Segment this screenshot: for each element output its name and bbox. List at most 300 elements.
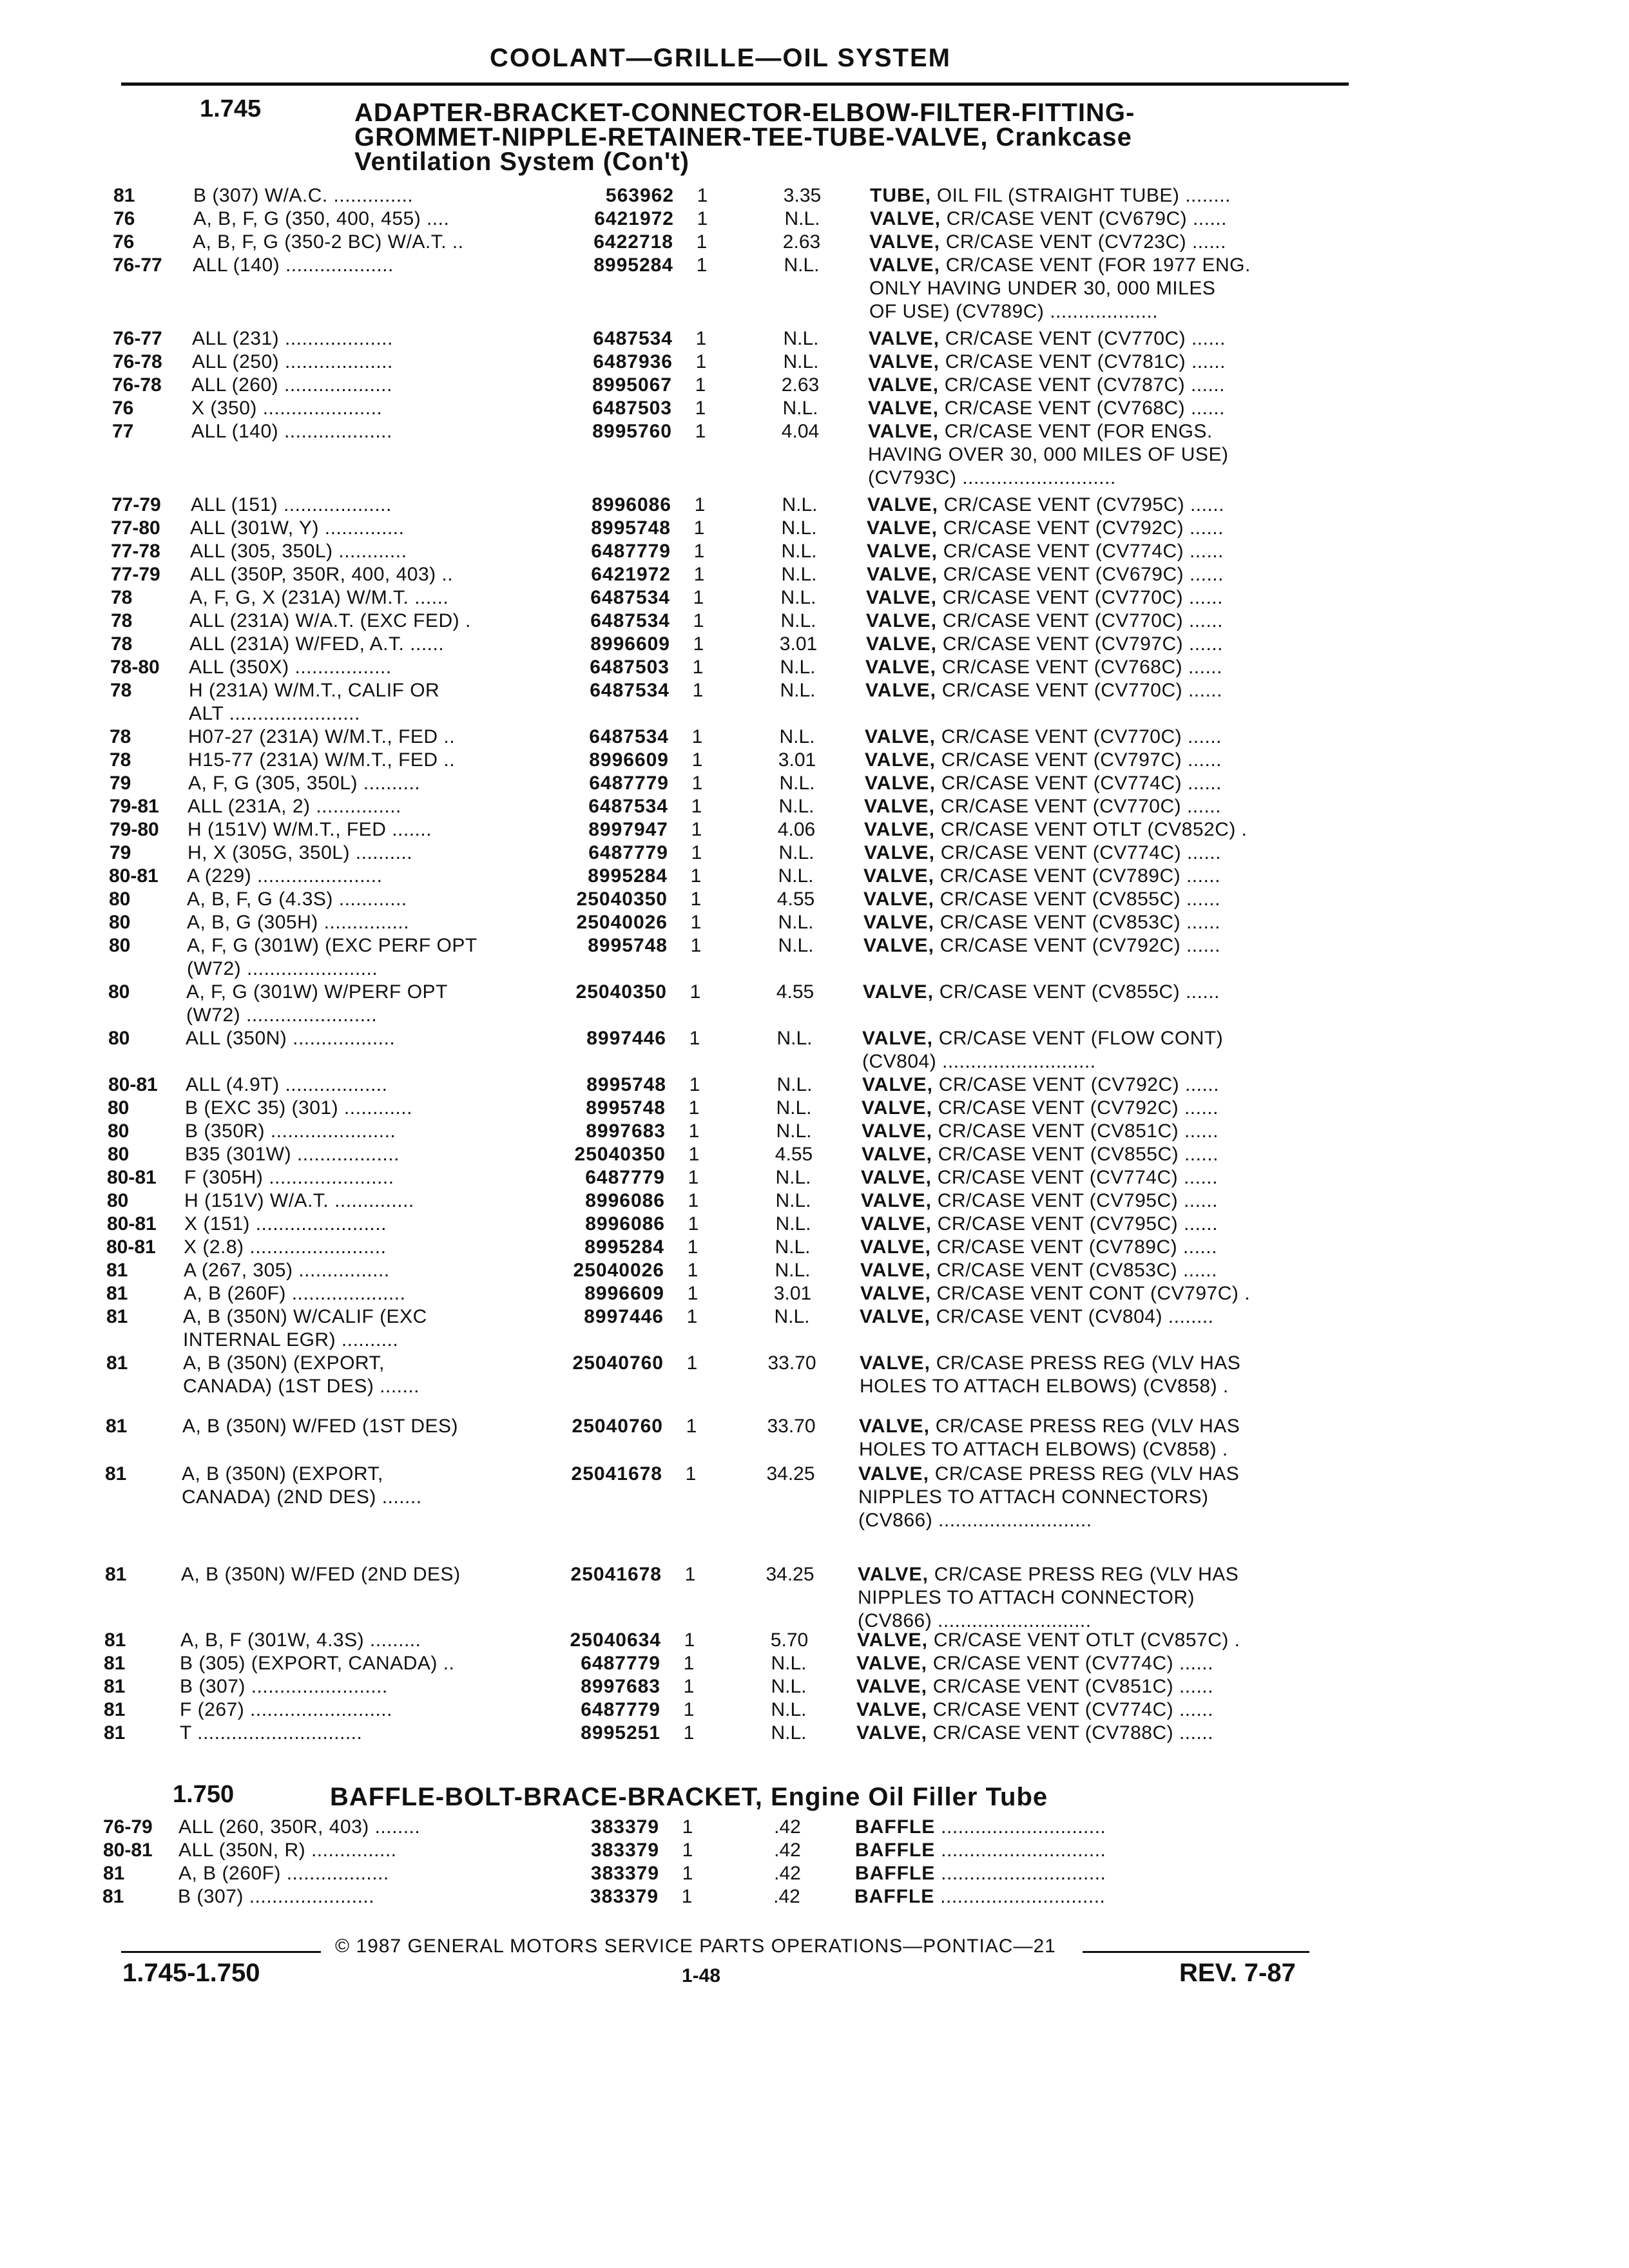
description-keyword: VALVE, (860, 1306, 930, 1327)
model-years: 77-78 (111, 541, 160, 562)
part-number: 8995251 (581, 1722, 660, 1744)
description-text: CR/CASE VENT (FOR ENGS. HAVING OVER 30, 000 MILES OF USE) (CV793C) ........................... (868, 421, 1229, 488)
description (869, 351, 1358, 374)
part-number: 6487779 (585, 1167, 665, 1188)
description (860, 1236, 1350, 1259)
price: N.L. (771, 1699, 807, 1720)
part-number: 6421972 (591, 564, 671, 585)
description (863, 865, 1353, 888)
description-keyword: VALVE, (865, 726, 936, 747)
application: A, B (350N) W/FED (2ND DES) (181, 1564, 461, 1585)
quantity: 1 (682, 1816, 693, 1838)
application: H (151V) W/A.T. .............. (184, 1190, 414, 1211)
description-keyword: VALVE, (858, 1463, 929, 1485)
quantity: 1 (683, 1676, 695, 1697)
section-title-1750: BAFFLE-BOLT-BRACE-BRACKET, Engine Oil Filler Tube (330, 1783, 1048, 1811)
price: 33.70 (767, 1416, 816, 1437)
description-keyword: VALVE, (861, 1167, 932, 1188)
application: X (151) ....................... (184, 1213, 387, 1235)
quantity: 1 (693, 564, 705, 585)
application: B (350R) ...................... (185, 1120, 396, 1142)
model-years: 80 (108, 981, 130, 1003)
description-keyword: VALVE, (869, 351, 940, 372)
part-number: 8997683 (586, 1120, 666, 1142)
description-text: CR/CASE VENT (CV723C) ...... (940, 231, 1226, 253)
model-years: 80 (108, 1028, 130, 1049)
part-number: 6422718 (593, 231, 673, 253)
description-text: ............................. (934, 1886, 1106, 1907)
model-years: 80 (108, 1120, 130, 1142)
description-keyword: VALVE, (861, 1213, 932, 1235)
application: ALL (350X) ................. (189, 657, 392, 678)
description-text: CR/CASE VENT (CV797C) ...... (936, 633, 1223, 655)
description-text: CR/CASE VENT (CV774C) ...... (927, 1653, 1213, 1674)
application: ALL (4.9T) .................. (186, 1074, 388, 1095)
application: ALL (231) ................... (192, 328, 393, 349)
quantity: 1 (693, 541, 705, 562)
price: N.L. (778, 865, 814, 887)
price: 2.63 (781, 374, 820, 396)
quantity: 1 (694, 494, 706, 515)
description (870, 207, 1360, 231)
description-text: CR/CASE PRESS REG (VLV HAS NIPPLES TO ATTACH CONNECTORS) (CV866) ........................... (858, 1463, 1240, 1531)
application: ALL (231A) W/A.T. (EXC FED) . (189, 610, 471, 631)
model-years: 80 (108, 1144, 130, 1165)
model-years: 77-79 (111, 564, 160, 585)
description-keyword: VALVE, (862, 1144, 932, 1165)
description-keyword: VALVE, (869, 231, 940, 253)
quantity: 1 (691, 749, 703, 771)
part-number: 25040760 (572, 1352, 664, 1374)
quantity: 1 (681, 1886, 693, 1907)
description-keyword: VALVE, (863, 912, 934, 933)
part-number: 8997947 (588, 819, 668, 840)
description-keyword: VALVE, (866, 610, 937, 631)
description-text: CR/CASE VENT (CV774C) ...... (927, 1699, 1213, 1720)
description (869, 231, 1359, 254)
description-text: CR/CASE VENT (CV851C) ...... (932, 1120, 1219, 1142)
description (856, 1675, 1346, 1698)
description (855, 1839, 1345, 1862)
section-number-1745: 1.745 (200, 95, 262, 122)
quantity: 1 (695, 351, 707, 372)
price: 5.70 (770, 1629, 809, 1651)
model-years: 81 (106, 1352, 128, 1374)
model-years: 76-78 (112, 374, 162, 396)
description-keyword: VALVE, (860, 1352, 930, 1374)
price: N.L. (780, 587, 816, 608)
description-text: CR/CASE VENT (CV770C) ...... (935, 726, 1222, 747)
price: 4.06 (777, 819, 816, 840)
model-years: 81 (102, 1886, 124, 1907)
price: N.L. (778, 912, 814, 933)
description-keyword: BAFFLE (854, 1886, 935, 1907)
part-number: 8996086 (585, 1190, 665, 1211)
price: N.L. (784, 208, 820, 229)
part-number: 383379 (590, 1840, 659, 1861)
part-number: 8995067 (592, 374, 672, 396)
application: A, B, F, G (4.3S) ............ (187, 889, 407, 910)
model-years: 78 (110, 680, 132, 701)
description (861, 1213, 1351, 1236)
footer-rule-right (1083, 1951, 1309, 1953)
description-text: CR/CASE VENT (CV768C) ...... (938, 398, 1225, 419)
description-text: CR/CASE VENT (CV770C) ...... (936, 587, 1223, 608)
price: N.L. (778, 935, 814, 956)
description-text: CR/CASE VENT (CV795C) ...... (938, 494, 1224, 515)
model-years: 80 (109, 889, 131, 910)
part-number: 383379 (590, 1863, 659, 1884)
model-years: 81 (106, 1306, 128, 1327)
part-number: 8997683 (581, 1676, 660, 1697)
part-number: 6487779 (591, 541, 671, 562)
description-keyword: VALVE, (863, 981, 934, 1003)
quantity: 1 (686, 1352, 698, 1374)
quantity: 1 (687, 1260, 699, 1281)
description-text: CR/CASE VENT (CV792C) ...... (934, 935, 1220, 956)
description-keyword: VALVE, (857, 1629, 928, 1651)
description-text: CR/CASE VENT (CV795C) ...... (931, 1190, 1218, 1211)
description-keyword: VALVE, (868, 374, 939, 396)
description (863, 888, 1353, 911)
description-text: CR/CASE VENT (CV679C) ...... (937, 564, 1224, 585)
model-years: 81 (113, 185, 135, 206)
quantity: 1 (692, 657, 704, 678)
part-number: 8995284 (584, 1236, 664, 1258)
model-years: 78 (110, 726, 131, 747)
price: N.L. (774, 1306, 810, 1327)
description (870, 184, 1360, 207)
model-years: 78-80 (110, 657, 160, 678)
part-number: 8996086 (585, 1213, 665, 1235)
part-number: 563962 (605, 185, 674, 206)
footer-rule-left (121, 1951, 321, 1953)
quantity: 1 (690, 889, 702, 910)
section-number-1750: 1.750 (173, 1781, 235, 1808)
application: A, B, F, G (350-2 BC) W/A.T. .. (193, 231, 464, 253)
price: N.L. (783, 328, 819, 349)
part-number: 6487534 (590, 587, 670, 608)
quantity: 1 (692, 680, 704, 701)
description-keyword: VALVE, (862, 1074, 933, 1095)
model-years: 80 (109, 912, 131, 933)
application: A, B (350N) W/FED (1ST DES) (182, 1416, 459, 1437)
part-number: 25040026 (576, 912, 668, 933)
description-text: ............................. (935, 1816, 1106, 1838)
description (865, 726, 1354, 749)
price: 4.55 (775, 1144, 813, 1165)
application: ALL (305, 350L) ............ (190, 541, 407, 562)
part-number: 6487534 (590, 680, 670, 701)
part-number: 8996609 (589, 749, 669, 771)
part-number: 8996086 (592, 494, 671, 515)
price: N.L. (778, 796, 815, 817)
description (862, 1073, 1352, 1097)
model-years: 76 (113, 208, 135, 229)
model-years: 81 (106, 1416, 128, 1437)
model-years: 81 (106, 1260, 128, 1281)
description-text: CR/CASE VENT (CV770C) ...... (939, 328, 1226, 349)
application: A, F, G (301W) W/PERF OPT (W72) ....................... (186, 981, 448, 1026)
description-keyword: VALVE, (862, 1120, 932, 1142)
application: H15-77 (231A) W/M.T., FED .. (188, 749, 456, 771)
model-years: 76 (112, 398, 134, 419)
quantity: 1 (683, 1653, 695, 1674)
application: ALL (301W, Y) .............. (190, 517, 405, 539)
description (856, 1698, 1346, 1722)
description-keyword: BAFFLE (855, 1863, 936, 1884)
section-title-line-1: ADAPTER-BRACKET-CONNECTOR-ELBOW-FILTER-FITTING- (354, 99, 1135, 127)
application: X (2.8) ........................ (184, 1236, 387, 1258)
section-title-1745 (354, 101, 1135, 174)
price: N.L. (782, 494, 818, 515)
application: A, B (260F) .................. (178, 1863, 389, 1884)
price: N.L. (780, 680, 816, 701)
quantity: 1 (691, 796, 702, 817)
description (868, 420, 1358, 490)
description (867, 563, 1356, 586)
model-years: 80 (108, 1097, 130, 1119)
quantity: 1 (689, 1074, 700, 1095)
model-years: 76-79 (103, 1816, 153, 1838)
quantity: 1 (696, 255, 708, 276)
quantity: 1 (691, 726, 703, 747)
description (862, 1027, 1352, 1073)
description-keyword: VALVE, (863, 935, 934, 956)
quantity: 1 (688, 1097, 700, 1119)
description-text: ............................. (935, 1840, 1106, 1861)
description (864, 795, 1354, 818)
description (862, 1120, 1351, 1143)
application: ALL (231A) W/FED, A.T. ...... (189, 633, 445, 655)
description-keyword: VALVE, (859, 1416, 930, 1437)
price: N.L. (778, 842, 815, 863)
price: 33.70 (767, 1352, 816, 1374)
part-number: 8995284 (593, 255, 673, 276)
application: A, B, F, G (350, 400, 455) .... (193, 208, 450, 229)
application: B (307) ...................... (178, 1886, 375, 1907)
model-years: 80-81 (108, 1074, 158, 1095)
quantity: 1 (693, 610, 704, 631)
description-text: CR/CASE VENT (CV853C) ...... (934, 912, 1220, 933)
application: A, B, G (305H) ............... (187, 912, 410, 933)
quantity: 1 (685, 1463, 697, 1485)
description-keyword: VALVE, (868, 421, 939, 442)
application: A, B (350N) (EXPORT, CANADA) (1ST DES) ....... (183, 1352, 420, 1397)
price: N.L. (776, 1097, 812, 1119)
model-years: 78 (110, 749, 131, 771)
application: A, B, F (301W, 4.3S) ......... (180, 1629, 421, 1651)
quantity: 1 (690, 865, 702, 887)
model-years: 81 (104, 1676, 126, 1697)
quantity: 1 (691, 842, 702, 863)
description-keyword: VALVE, (867, 541, 938, 562)
price: N.L. (782, 398, 818, 419)
model-years: 79 (110, 773, 131, 794)
description-text: CR/CASE VENT (CV853C) ...... (930, 1260, 1217, 1281)
description-keyword: VALVE, (867, 494, 938, 515)
application: T ............................. (180, 1722, 363, 1744)
price: N.L. (775, 1213, 811, 1235)
quantity: 1 (696, 231, 708, 253)
description (860, 1352, 1349, 1398)
application: ALL (260) ................... (191, 374, 392, 396)
part-number: 6487503 (590, 657, 670, 678)
description-keyword: VALVE, (861, 1190, 932, 1211)
price: 34.25 (766, 1463, 815, 1485)
model-years: 81 (104, 1653, 126, 1674)
price: N.L. (776, 1120, 812, 1142)
header-rule (121, 82, 1349, 86)
quantity: 1 (695, 398, 706, 419)
page-header-title: COOLANT—GRILLE—OIL SYSTEM (490, 44, 951, 72)
model-years: 79 (110, 842, 131, 863)
description-keyword: VALVE, (862, 1028, 933, 1049)
description (858, 1463, 1348, 1532)
part-number: 6421972 (594, 208, 674, 229)
description (865, 656, 1355, 679)
quantity: 1 (690, 912, 702, 933)
description (865, 772, 1354, 795)
part-number: 8996609 (584, 1283, 664, 1304)
description-text: CR/CASE VENT (CV792C) ...... (932, 1097, 1219, 1119)
description-keyword: VALVE, (860, 1260, 931, 1281)
model-years: 77-80 (111, 517, 160, 539)
description-keyword: VALVE, (866, 587, 937, 608)
application: ALL (250) ................... (192, 351, 393, 372)
description-keyword: VALVE, (860, 1236, 931, 1258)
part-number: 25040760 (572, 1416, 663, 1437)
footer-section-range: 1.745-1.750 (122, 1959, 260, 1987)
price: N.L. (784, 255, 820, 276)
model-years: 80 (109, 935, 131, 956)
model-years: 80-81 (107, 1213, 157, 1235)
description (861, 1166, 1351, 1189)
description-text: CR/CASE VENT (CV851C) ...... (927, 1676, 1213, 1697)
price: N.L. (775, 1236, 811, 1258)
quantity: 1 (691, 819, 702, 840)
application: ALL (151) ................... (191, 494, 392, 515)
part-number: 8995748 (586, 1074, 666, 1095)
part-number: 25040634 (570, 1629, 661, 1651)
description (866, 633, 1356, 656)
part-number: 6487779 (581, 1699, 660, 1720)
description (861, 1189, 1351, 1213)
model-years: 78 (111, 633, 133, 655)
description (868, 374, 1358, 397)
part-number: 8995284 (588, 865, 668, 887)
description (867, 494, 1357, 517)
quantity: 1 (695, 328, 707, 349)
description (855, 1862, 1345, 1885)
price: 2.63 (782, 231, 821, 253)
description (862, 1097, 1351, 1120)
application: B (EXC 35) (301) ............ (185, 1097, 412, 1119)
model-years: 81 (104, 1722, 126, 1744)
description (857, 1629, 1347, 1652)
description-text: CR/CASE PRESS REG (VLV HAS HOLES TO ATTACH ELBOWS) (CV858) . (859, 1416, 1240, 1460)
part-number: 6487534 (590, 610, 670, 631)
price: 4.55 (776, 981, 815, 1003)
description-keyword: VALVE, (869, 255, 940, 276)
price: N.L. (775, 1167, 811, 1188)
application: A, B (260F) .................... (184, 1283, 406, 1304)
description (865, 749, 1354, 772)
description (868, 397, 1358, 420)
description-keyword: BAFFLE (855, 1840, 936, 1861)
price: .42 (774, 1863, 801, 1884)
description-text: CR/CASE VENT (FLOW CONT) (CV804) ........................... (862, 1028, 1224, 1072)
description-keyword: VALVE, (860, 1283, 931, 1304)
application: X (350) ..................... (191, 398, 383, 419)
description-text: CR/CASE VENT (FOR 1977 ENG. ONLY HAVING UNDER 30, 000 MILES OF USE) (CV789C) ................... (869, 255, 1251, 322)
section-title-line-2: GROMMET-NIPPLE-RETAINER-TEE-TUBE-VALVE, Crankcase (354, 123, 1132, 151)
model-years: 81 (105, 1564, 127, 1585)
application: A, B (350N) W/CALIF (EXC INTERNAL EGR) .......... (183, 1306, 427, 1350)
price: .42 (773, 1886, 800, 1907)
part-number: 8997446 (584, 1306, 664, 1327)
description-keyword: VALVE, (864, 819, 935, 840)
price: N.L. (779, 726, 815, 747)
model-years: 76 (113, 231, 135, 253)
application: H, X (305G, 350L) .......... (188, 842, 413, 863)
price: N.L. (771, 1722, 807, 1744)
price: N.L. (780, 610, 816, 631)
part-number: 6487779 (588, 842, 668, 863)
quantity: 1 (688, 1144, 700, 1165)
description-keyword: VALVE, (870, 208, 941, 229)
model-years: 76-78 (113, 351, 162, 372)
application: A, F, G (305, 350L) .......... (188, 773, 421, 794)
description-keyword: TUBE, (870, 185, 931, 206)
quantity: 1 (682, 1840, 693, 1861)
description-text: CR/CASE VENT OTLT (CV852C) . (934, 819, 1248, 840)
part-number: 6487534 (588, 796, 668, 817)
description-keyword: VALVE, (867, 517, 938, 539)
description-text: CR/CASE VENT (CV792C) ...... (937, 517, 1224, 539)
price: N.L. (775, 1190, 811, 1211)
description-text: CR/CASE VENT (CV855C) ...... (933, 981, 1220, 1003)
description-keyword: VALVE, (865, 680, 936, 701)
application: F (267) ......................... (180, 1699, 392, 1720)
description (867, 540, 1356, 563)
description-text: CR/CASE VENT (CV774C) ...... (934, 842, 1221, 863)
description (860, 1259, 1350, 1282)
description-keyword: VALVE, (867, 564, 938, 585)
price: N.L. (779, 773, 815, 794)
part-number: 25040026 (573, 1260, 664, 1281)
application: B35 (301W) .................. (185, 1144, 400, 1165)
description-text: CR/CASE VENT (CV774C) ...... (937, 541, 1224, 562)
description (856, 1722, 1346, 1745)
price: N.L. (781, 564, 817, 585)
quantity: 1 (689, 981, 701, 1003)
description (866, 610, 1356, 633)
quantity: 1 (697, 208, 708, 229)
application: ALL (350N, R) ............... (178, 1840, 397, 1861)
quantity: 1 (686, 1416, 697, 1437)
application: ALL (231A, 2) ............... (188, 796, 401, 817)
application: ALL (350N) .................. (186, 1028, 396, 1049)
quantity: 1 (687, 1236, 699, 1258)
description-text: CR/CASE VENT (CV788C) ...... (927, 1722, 1213, 1744)
description-text: CR/CASE VENT (CV679C) ...... (940, 208, 1227, 229)
quantity: 1 (690, 935, 702, 956)
application: B (305) (EXPORT, CANADA) .. (180, 1653, 455, 1674)
model-years: 81 (105, 1463, 127, 1485)
price: 4.04 (781, 421, 820, 442)
quantity: 1 (687, 1283, 699, 1304)
